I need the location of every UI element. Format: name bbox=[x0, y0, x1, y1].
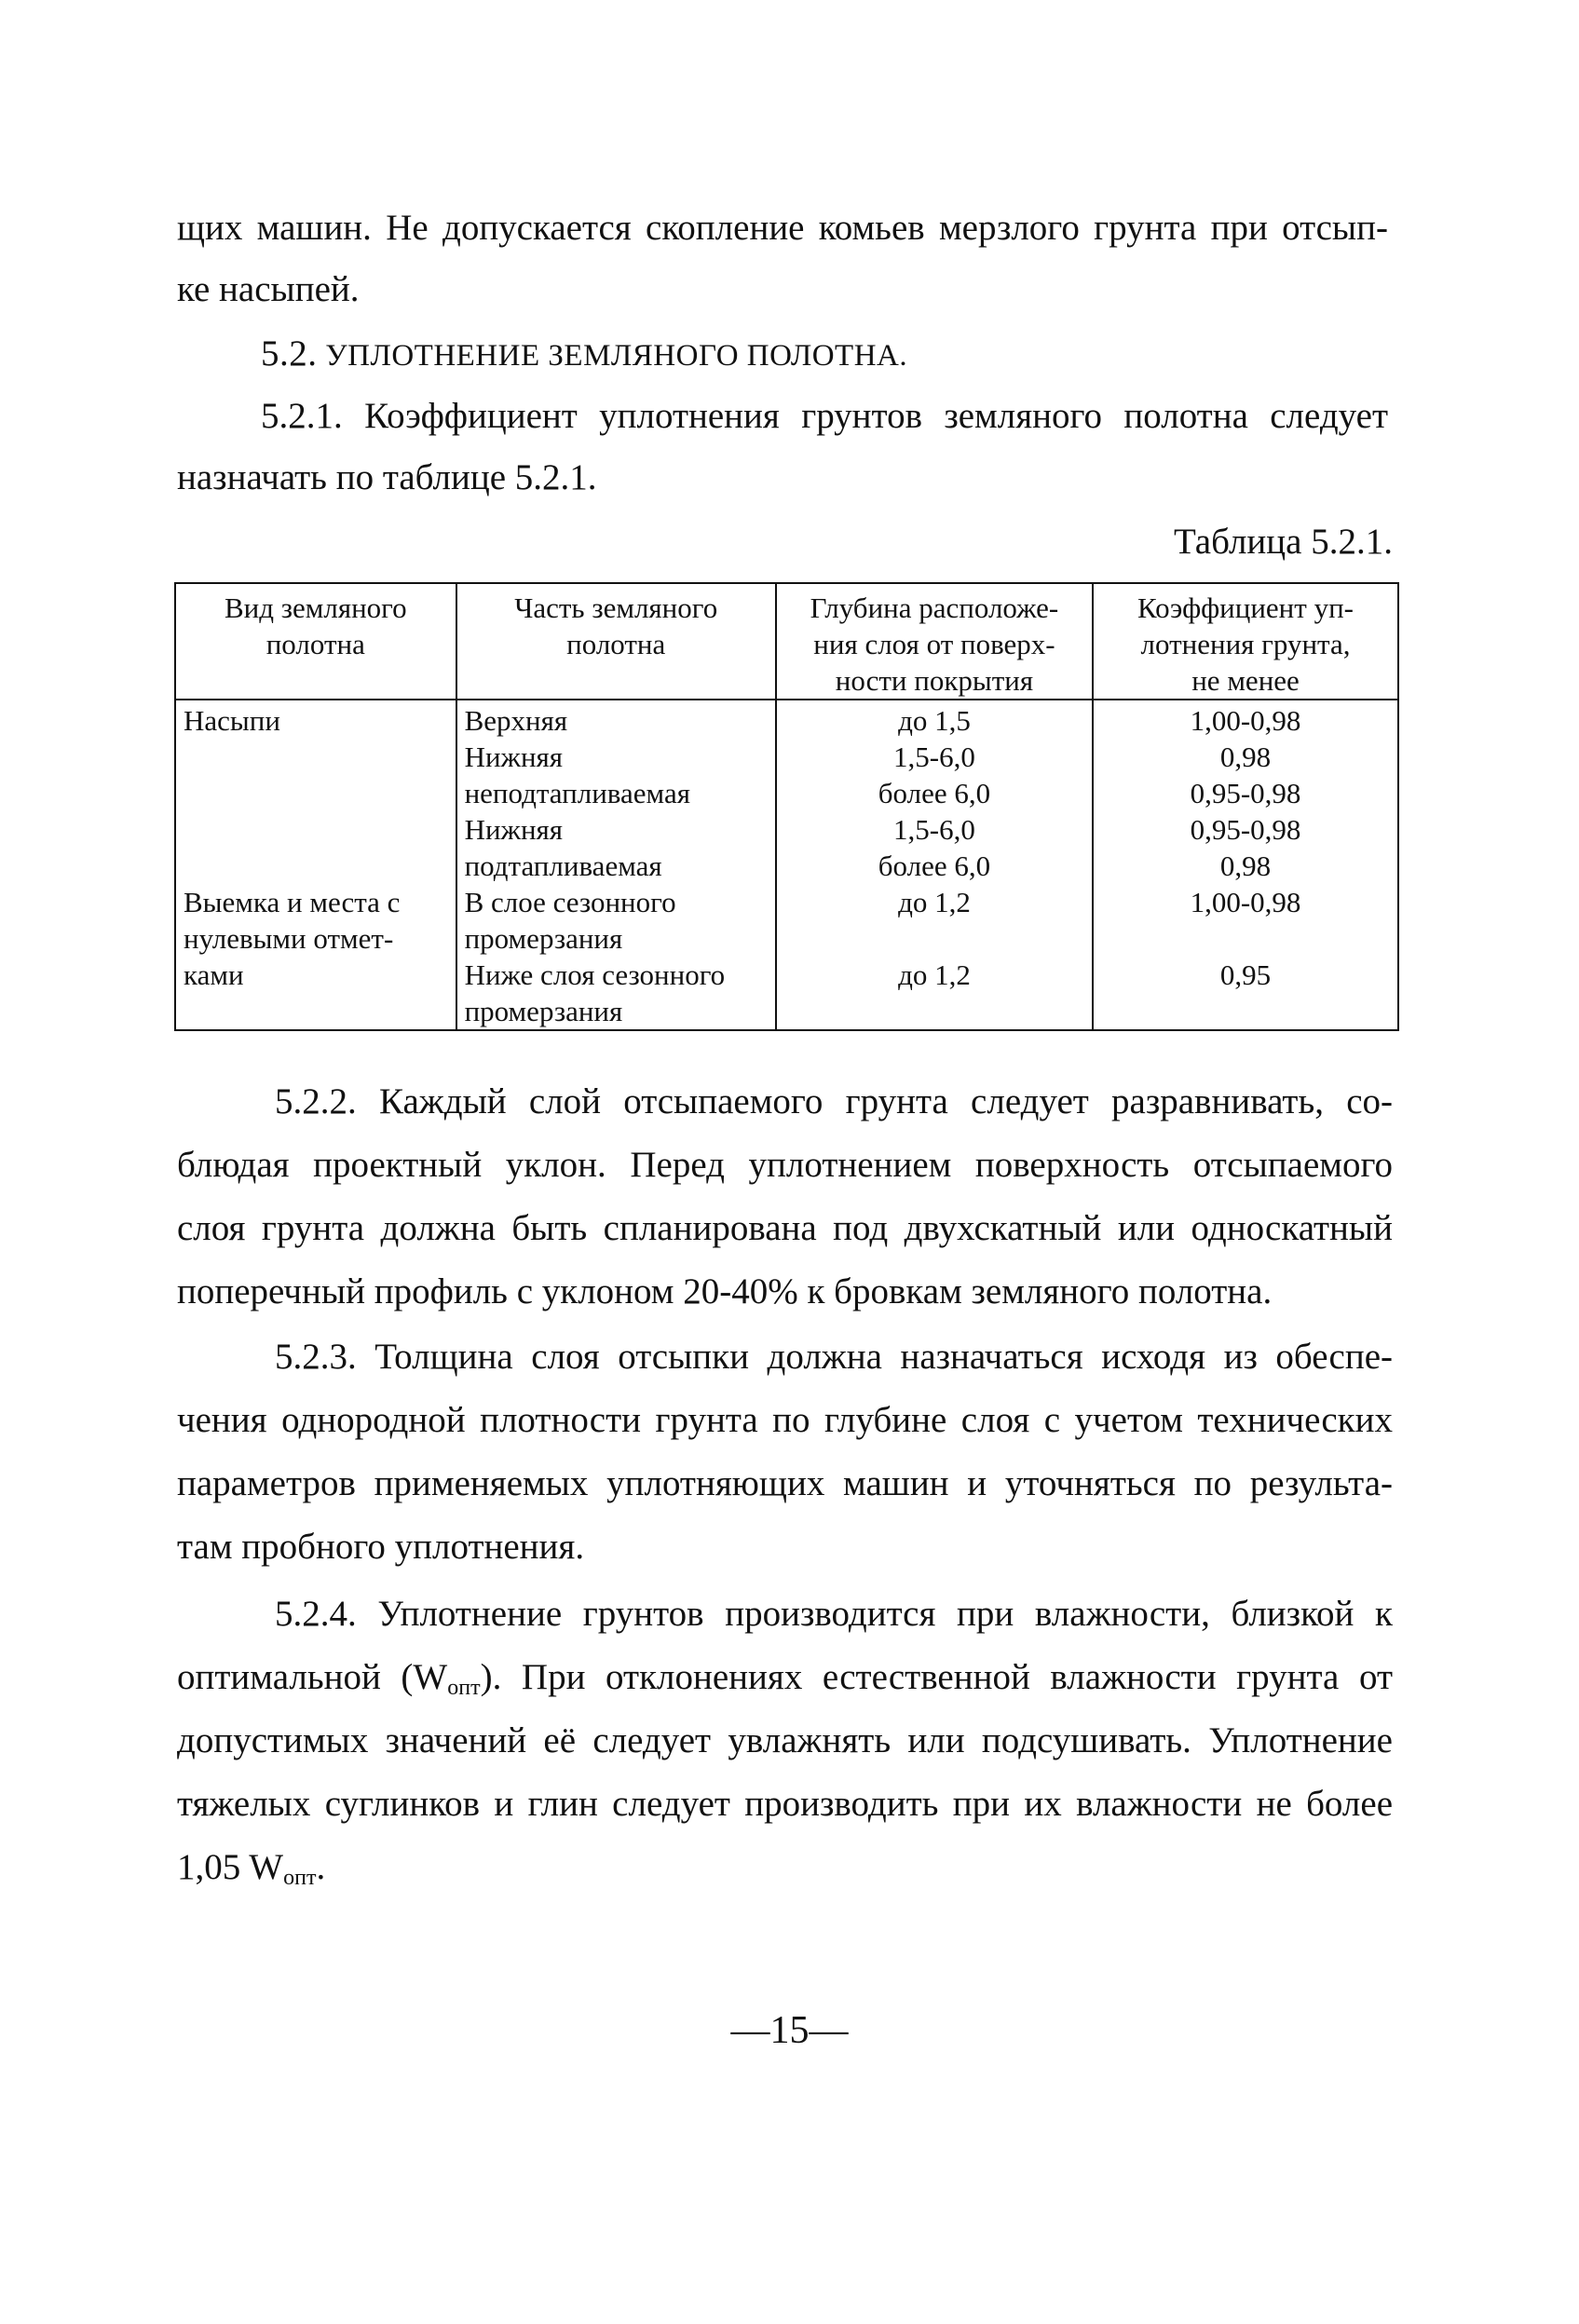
paragraph-line: 5.2.2. Каждый слой отсыпаемого грунта следует разравнивать, со- bbox=[275, 1081, 1393, 1121]
compaction-table bbox=[174, 582, 1399, 1031]
paragraph-line: тяжелых суглинков и глин следует производить при их влажности не более bbox=[177, 1784, 1393, 1824]
column-header-type: Вид земляного полотна bbox=[175, 583, 456, 700]
page-number: —15— bbox=[730, 2009, 849, 2052]
paragraph-line: 5.2.1. Коэффициент уплотнения грунтов земляного полотна следует bbox=[261, 396, 1388, 436]
cell-coefficient: 1,00-0,98 0,98 0,95-0,98 0,95-0,98 0,98 bbox=[1093, 700, 1398, 884]
section-heading bbox=[261, 326, 907, 384]
table-row bbox=[175, 700, 1398, 884]
section-title: УПЛОТНЕНИЕ ЗЕМЛЯНОГО ПОЛОТНА. bbox=[325, 339, 908, 373]
paragraph-line: там пробного уплотнения. bbox=[177, 1527, 585, 1567]
cell-depth: до 1,2 до 1,2 bbox=[776, 884, 1093, 1030]
paragraph-line: ке насыпей. bbox=[177, 269, 360, 309]
paragraph-line: параметров применяемых уплотняющих машин и уточняться по результа- bbox=[177, 1463, 1393, 1503]
cell-embankment-part: Верхняя Нижняя неподтапливаемая Нижняя подтапливаемая bbox=[456, 700, 776, 884]
table-caption: Таблица 5.2.1. bbox=[1173, 522, 1393, 562]
cell-coefficient: 1,00-0,98 0,95 bbox=[1093, 884, 1398, 1030]
paragraph-line: чения однородной плотности грунта по глубине слоя с учетом технических bbox=[177, 1400, 1393, 1440]
cell-cut-type: Выемка и места с нулевыми отмет- ками bbox=[175, 884, 456, 1030]
paragraph-line: назначать по таблице 5.2.1. bbox=[177, 457, 597, 497]
column-header-part: Часть земляного полотна bbox=[456, 583, 776, 700]
paragraph-line: слоя грунта должна быть спланирована под двухскатный или односкатный bbox=[177, 1208, 1393, 1248]
paragraph-line: допустимых значений её следует увлажнять или подсушивать. Уплотнение bbox=[177, 1720, 1393, 1760]
paragraph-line: блюдая проектный уклон. Перед уплотнением поверхность отсыпаемого bbox=[177, 1145, 1393, 1185]
section-number: 5.2. bbox=[261, 333, 318, 374]
paragraph-line: щих машин. Не допускается скопление комьев мерзлого грунта при отсып- bbox=[177, 208, 1388, 248]
paragraph-line: поперечный профиль с уклоном 20-40% к бровкам земляного полотна. bbox=[177, 1271, 1273, 1311]
cell-cut-part: В слое сезонного промерзания Ниже слоя сезонного промерзания bbox=[456, 884, 776, 1030]
paragraph-line: 1,05 $W_{опт}$. bbox=[177, 1847, 326, 1890]
paragraph-line: оптимальной $(W_{опт})$. При отклонениях естественной влажности грунта от bbox=[177, 1657, 1393, 1700]
table-row bbox=[175, 884, 1398, 1030]
cell-embankment-type: Насыпи bbox=[175, 700, 456, 884]
table-header-row bbox=[175, 583, 1398, 700]
cell-depth: до 1,5 1,5-6,0 более 6,0 1,5-6,0 более 6,0 bbox=[776, 700, 1093, 884]
column-header-depth: Глубина расположе- ния слоя от поверх- ности покрытия bbox=[776, 583, 1093, 700]
paragraph-line: 5.2.3. Толщина слоя отсыпки должна назначаться исходя из обеспе- bbox=[275, 1337, 1393, 1377]
paragraph-line: 5.2.4. Уплотнение грунтов производится при влажности, близкой к bbox=[275, 1594, 1393, 1634]
column-header-coefficient: Коэффициент уп- лотнения грунта, не менее bbox=[1093, 583, 1398, 700]
